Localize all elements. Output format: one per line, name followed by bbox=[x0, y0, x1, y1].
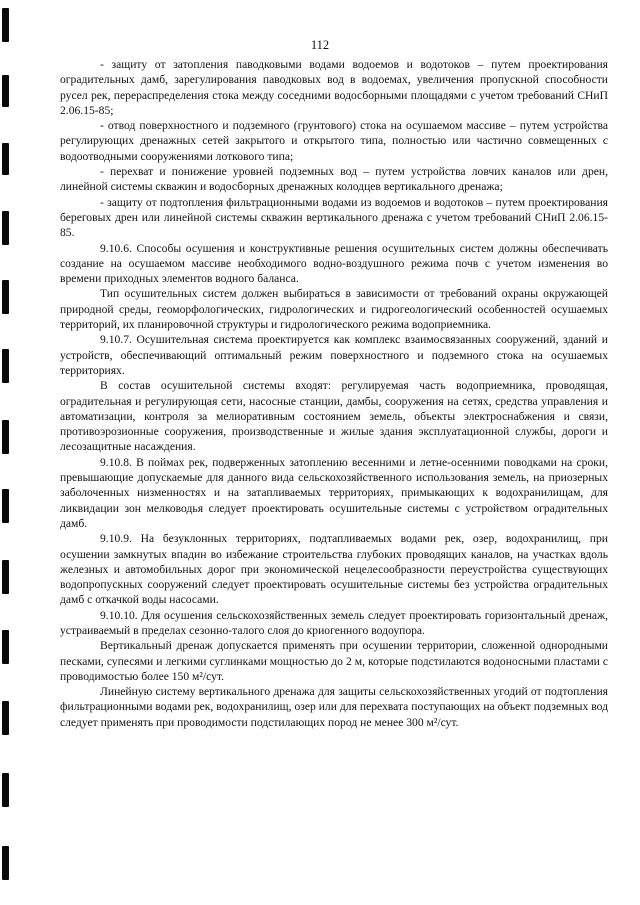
paragraph: 9.10.9. На безуклонных территориях, подтапливаемых водами рек, озер, водохранилищ, при осушении замкнутых впадин во избежание строительства глубоких проводящих каналов, на участках вдоль железных и автомобильных дорог при экономической нецелесообразности переустройства существующих водопропускных сооружений следует проектировать осушительные системы без устройства оградительных дамб с откачкой воды насосами. bbox=[60, 532, 608, 607]
binding-mark bbox=[2, 420, 9, 454]
binding-mark bbox=[2, 280, 9, 314]
binding-marks bbox=[0, 0, 12, 905]
binding-mark bbox=[2, 630, 9, 664]
binding-mark bbox=[2, 701, 9, 735]
paragraph: - защиту от затопления паводковыми водами водоемов и водотоков – путем проектирования оградительных дамб, зарегулирования паводковых вод в водоемах, увеличения пропускной способности русел рек, перераспределения стока между соседними водосборными площадями с учетом требований СНиП 2.06.15-85; bbox=[60, 58, 608, 117]
binding-mark bbox=[2, 75, 9, 107]
paragraph: 9.10.10. Для осушения сельскохозяйственных земель следует проектировать горизонтальный дренаж, устраиваемый в пределах сезонно-талого слоя до криогенного водоупора. bbox=[60, 608, 608, 637]
paragraph: 9.10.7. Осушительная система проектируется как комплекс взаимосвязанных сооружений, зданий и устройств, обеспечивающий оптимальный режим поверхностного и подземного стока на осушаемых территориях. bbox=[60, 333, 608, 377]
body-text bbox=[60, 57, 608, 730]
paragraph: Тип осушительных систем должен выбираться в зависимости от требований охраны окружающей природной среды, геоморфологических, гидрологических и гидрогеологический особенностей осушаемых территорий, их планировочной структуры и гидрологического режима водоприемника. bbox=[60, 287, 608, 332]
paragraph: - защиту от подтопления фильтрационными водами из водоемов и водотоков – путем проектирования береговых дрен или линейной системы скважин вертикального дренажа с учетом требований СНиП 2.06.15-85. bbox=[60, 195, 608, 240]
paragraph: - перехват и понижение уровней подземных вод – путем устройства ловчих каналов или дрен, линейной системы скважин и водосборных дренажных колодцев вертикального дренажа; bbox=[60, 165, 608, 194]
paragraph: 9.10.6. Способы осушения и конструктивные решения осушительных систем должны обеспечивать создание на осушаемом массиве необходимого водно-воздушного режима почв с учетом изменения во времени приходных элементов водного баланса. bbox=[60, 241, 608, 286]
binding-mark bbox=[2, 211, 9, 245]
binding-mark bbox=[2, 846, 9, 880]
paragraph: Линейную систему вертикального дренажа для защиты сельскохозяйственных угодий от подтопления фильтрационными водами рек, водохранилищ, озер или для перехвата поступающих на объект подземных вод следует применять при проводимости подстилающих пород не менее 300 м²/сут. bbox=[60, 685, 608, 729]
binding-mark bbox=[2, 8, 9, 42]
binding-mark bbox=[2, 560, 9, 594]
binding-mark bbox=[2, 489, 9, 523]
binding-mark bbox=[2, 143, 9, 175]
binding-mark bbox=[2, 773, 9, 807]
paragraph: Вертикальный дренаж допускается применять при осушении территории, сложенной однородными песками, супесями и легкими суглинками мощностью до 2 м, которые подстилаются водоносными пластами с проводимостью более 150 м²/сут. bbox=[60, 639, 608, 683]
page-number: 112 bbox=[310, 38, 330, 52]
paragraph: В состав осушительной системы входят: регулируемая часть водоприемника, проводящая, оградительная и регулирующая сети, насосные станции, дамбы, сооружения на сетях, средства управления и автоматизации, контроля за мелиоративным состоянием земель, объекты электроснабжения и связи, противоэрозионные сооружения, производственные и жилые здания эксплуатационной службы, дороги и лесозащитные насаждения. bbox=[60, 379, 608, 454]
paragraph: - отвод поверхностного и подземного (грунтового) стока на осушаемом массиве – путем устройства регулирующих дренажных сетей закрытого и открытого типа, полностью или частично совмещенных с водоотводными сооружениями лоткового типа; bbox=[60, 119, 608, 163]
paragraph: 9.10.8. В поймах рек, подверженных затоплению весенними и летне-осенними поводками на сроки, превышающие допускаемые для данного вида сельскохозяйственного использования земель, на приозерных заболоченных низменностях и на затапливаемых территориях, примыкающих к водохранилищам, для ликвидации зон мелководья следует проектировать осушительные системы с устройством оградительных дамб. bbox=[60, 455, 608, 530]
binding-mark bbox=[2, 349, 9, 383]
